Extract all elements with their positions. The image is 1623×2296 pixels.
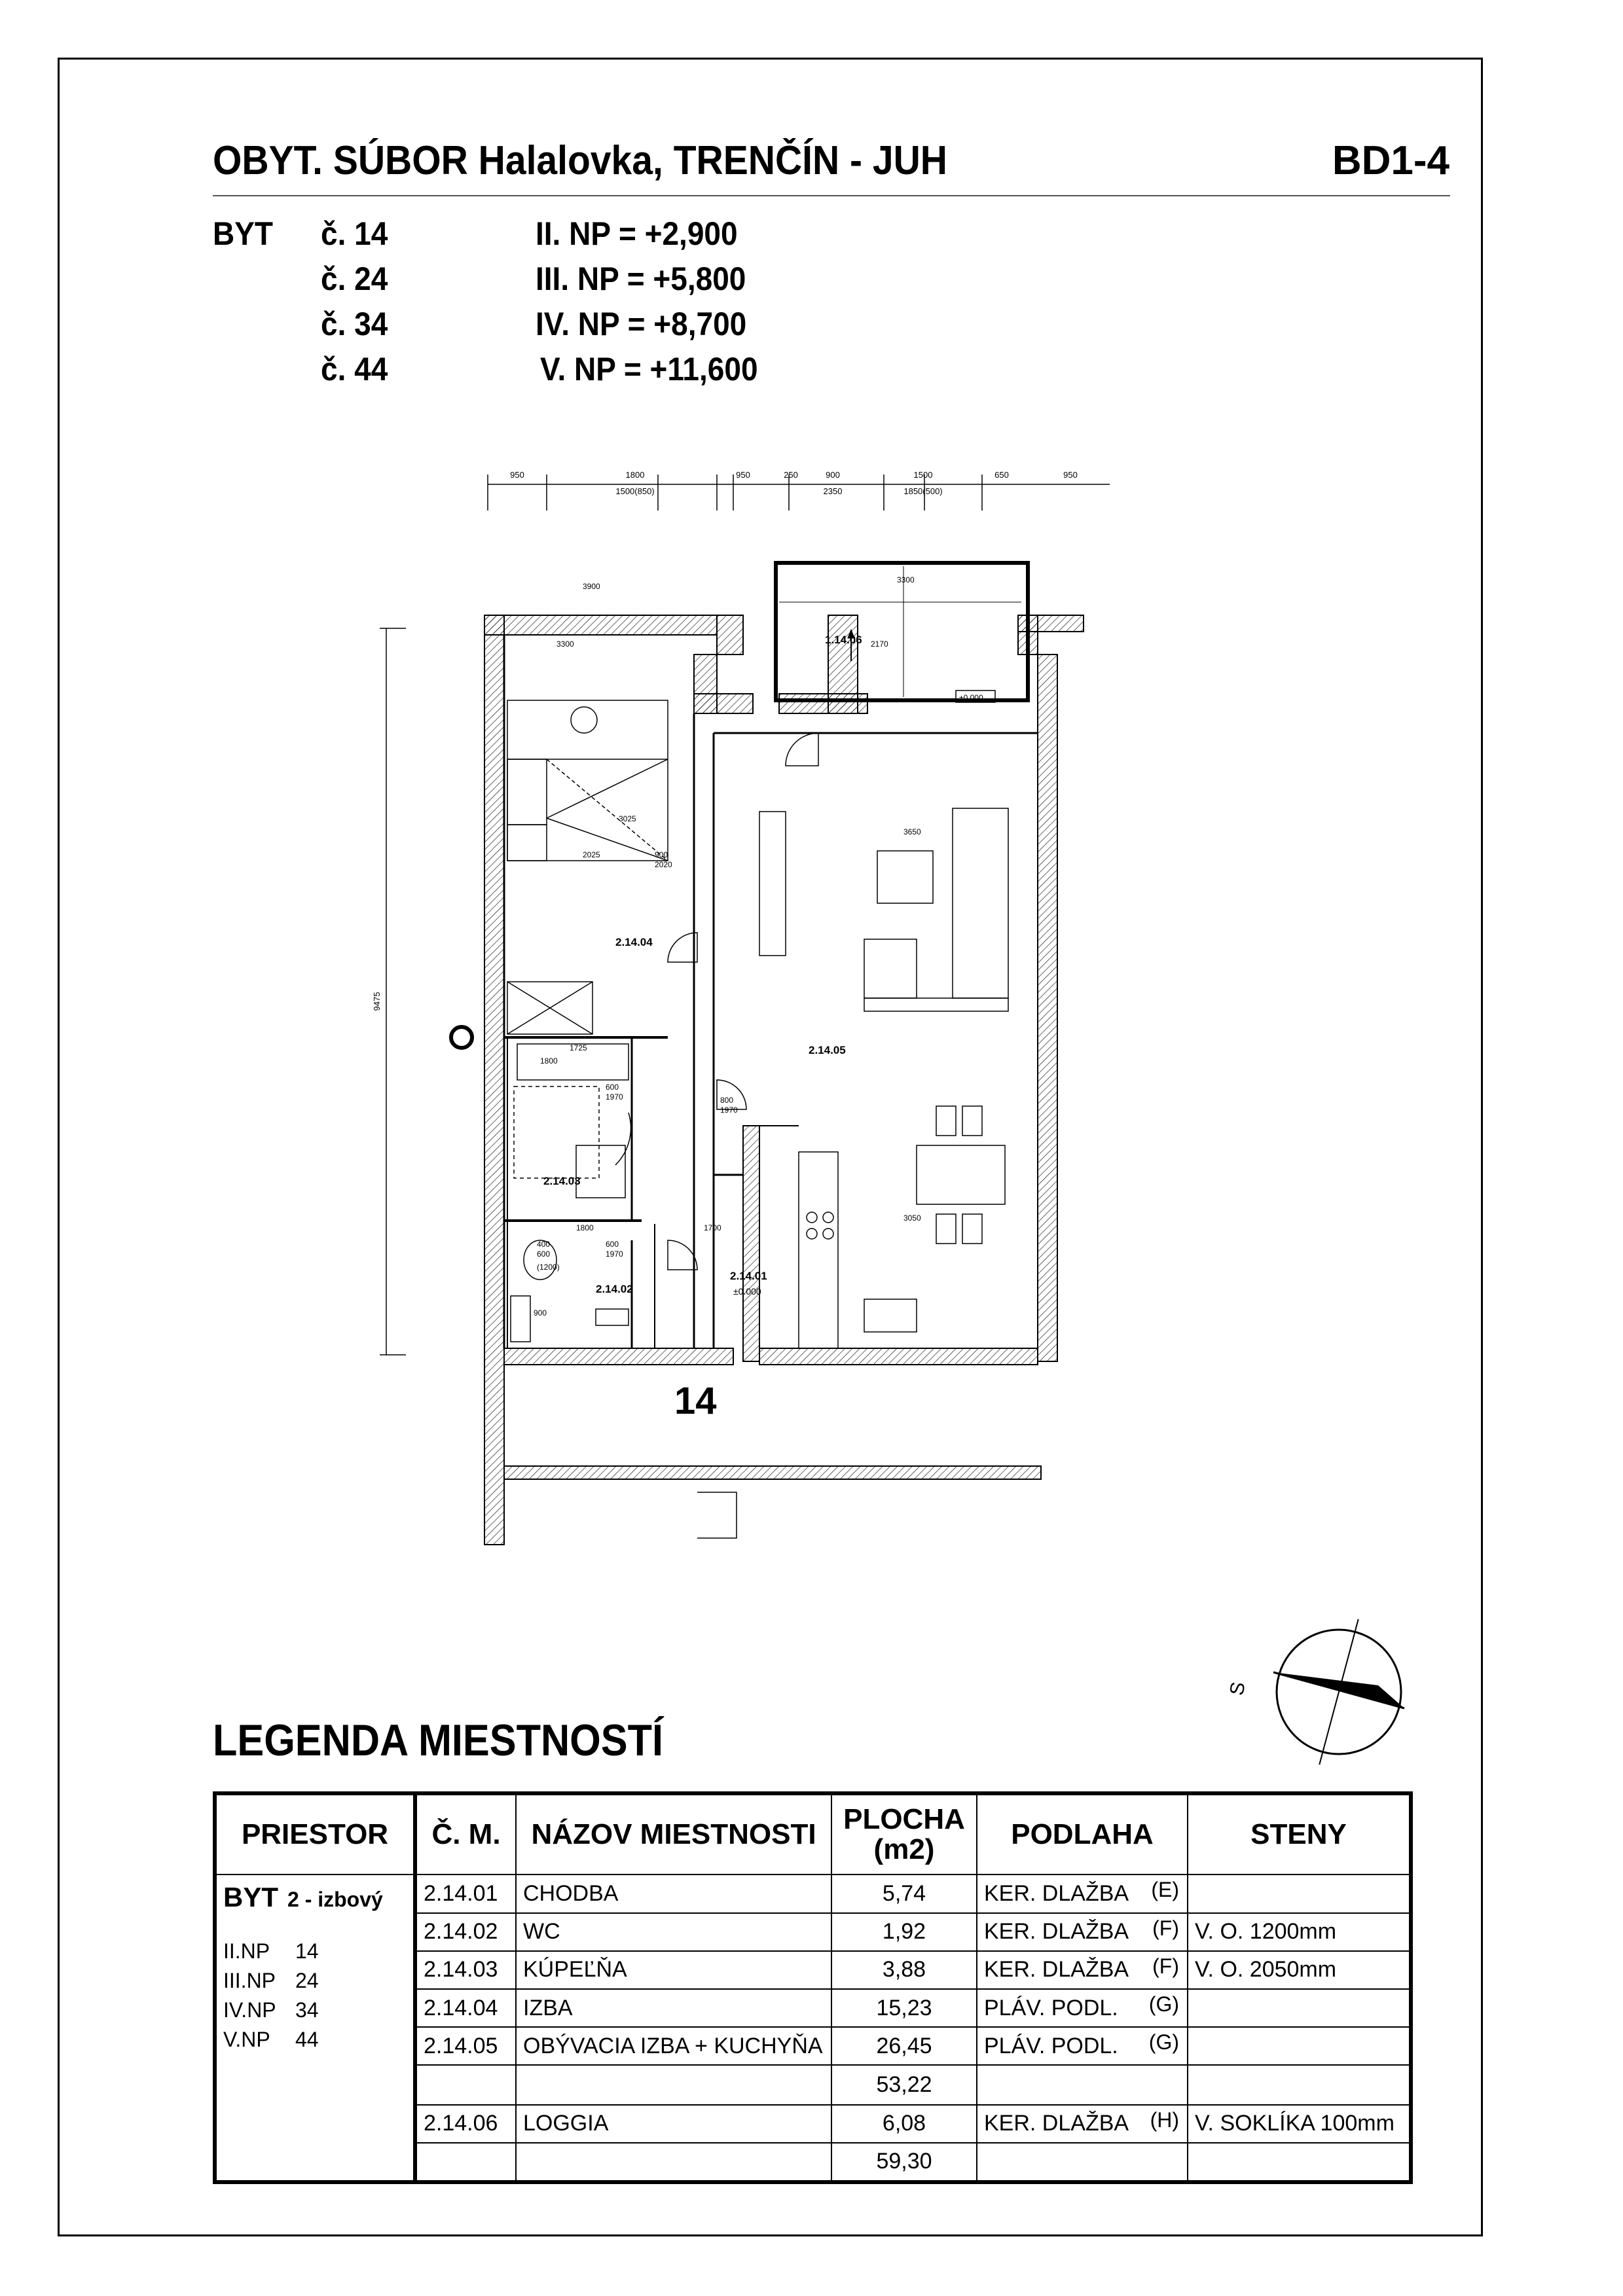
dim-label: 1700 (704, 1223, 721, 1232)
dim-label: 900 (534, 1308, 547, 1318)
dim-label: 3650 (903, 827, 921, 836)
floor-code: (F) (1152, 1954, 1179, 1978)
byt-cell (215, 1874, 415, 2182)
compass-label: S (1226, 1680, 1250, 1697)
floor-label: KER. DLAŽBA (984, 2111, 1129, 2136)
dim-label: 950 (510, 470, 524, 480)
room-area: 6,08 (831, 2105, 977, 2143)
floor-label: KER. DLAŽBA (984, 1919, 1129, 1945)
room-name: KÚPEĽŇA (516, 1951, 831, 1989)
col-header: PODLAHA (977, 1793, 1188, 1874)
room-name: OBÝVACIA IZBA + KUCHYŇA (516, 2027, 831, 2065)
living-room-furniture (759, 808, 1008, 1348)
dim-label: 1970 (606, 1249, 623, 1259)
room-area: 5,74 (831, 1874, 977, 1912)
dim-label: 3300 (897, 575, 915, 584)
room-label-2-14-04: 2.14.04 (615, 936, 653, 948)
unit-floor-1: II. NP = +2,900 (536, 215, 738, 252)
dim-label: 2350 (823, 486, 843, 496)
unit-floor-2: III. NP = +5,800 (536, 260, 746, 297)
dim-label: 950 (1063, 470, 1078, 480)
dim-label: 950 (736, 470, 750, 480)
unit-floor-4: V. NP = +11,600 (540, 351, 758, 387)
np-label: IV.NP (223, 1998, 276, 2022)
col-header: Č. M. (415, 1793, 516, 1874)
dim-label: 1970 (720, 1105, 738, 1115)
unit-number-1: č. 14 (321, 215, 388, 252)
np-number: 24 (295, 1969, 319, 1993)
room-label-1-14-06: 1.14.06 (825, 634, 862, 646)
dim-label: 600 (606, 1240, 619, 1249)
subtotal-area: 53,22 (831, 2065, 977, 2104)
room-number: 2.14.06 (415, 2105, 516, 2143)
dim-label: 3300 (556, 639, 574, 649)
dim-label: 1800 (576, 1223, 594, 1232)
room-label-2-14-03: 2.14.03 (543, 1175, 581, 1187)
room-walls: V. O. 1200mm (1188, 1913, 1411, 1951)
room-floor (977, 1989, 1188, 2027)
np-number: 34 (295, 1998, 319, 2022)
col-header: STENY (1188, 1793, 1411, 1874)
floor-plan (372, 458, 1126, 1558)
room-name: IZBA (516, 1989, 831, 2027)
room-walls: V. SOKLÍKA 100mm (1188, 2105, 1411, 2143)
legend-title: LEGENDA MIESTNOSTÍ (213, 1715, 663, 1765)
total-area: 59,30 (831, 2143, 977, 2182)
dim-label: 250 (784, 470, 798, 480)
dim-label: 1725 (570, 1043, 587, 1052)
floor-label: PLÁV. PODL. (984, 1995, 1118, 2020)
room-area: 15,23 (831, 1989, 977, 2027)
dim-label: 2025 (583, 850, 600, 859)
np-label: II.NP (223, 1939, 270, 1964)
room-number: 2.14.04 (415, 1989, 516, 2027)
floor-code: (G) (1148, 2030, 1179, 2054)
byt-type: 2 - izbový (287, 1888, 383, 1912)
project-title: OBYT. SÚBOR Halalovka, TRENČÍN - JUH (213, 138, 948, 183)
dim-label: 900 (655, 850, 668, 859)
dim-label: 1850(500) (903, 486, 943, 496)
bedroom-furniture (507, 700, 668, 1034)
room-area: 3,88 (831, 1951, 977, 1989)
room-floor (977, 1951, 1188, 1989)
np-label: V.NP (223, 2028, 270, 2052)
byt-label: BYT (213, 215, 273, 252)
dim-label: 650 (994, 470, 1009, 480)
room-number: 2.14.01 (415, 1874, 516, 1912)
room-floor (977, 1913, 1188, 1951)
room-walls (1188, 1874, 1411, 1912)
floor-code: (E) (1151, 1878, 1179, 1902)
room-number: 2.14.05 (415, 2027, 516, 2065)
north-arrow (1218, 1617, 1427, 1767)
byt-label: BYT (223, 1882, 278, 1913)
title-underline (213, 195, 1450, 196)
loggia-level: ±0.000 (959, 693, 983, 702)
dim-label: 2020 (655, 860, 672, 869)
unit-number-2: č. 24 (321, 260, 388, 297)
dim-label: 600 (606, 1083, 619, 1092)
interior-walls (504, 635, 1038, 1348)
col-header: PLOCHA (m2) (831, 1793, 977, 1874)
dim-label: 600 (537, 1249, 551, 1259)
col-header: NÁZOV MIESTNOSTI (516, 1793, 831, 1874)
room-floor (977, 1874, 1188, 1912)
floor-label: PLÁV. PODL. (984, 2033, 1118, 2058)
top-dimension-chain (488, 475, 1110, 511)
dim-label: (1200) (537, 1263, 560, 1272)
room-walls (1188, 1989, 1411, 2027)
col-header: PRIESTOR (215, 1793, 415, 1874)
dim-label: 9475 (372, 992, 382, 1011)
apartment-number: 14 (674, 1380, 717, 1422)
dim-label: 1500 (913, 470, 933, 480)
dim-label: 800 (720, 1096, 734, 1105)
room-walls: V. O. 2050mm (1188, 1951, 1411, 1989)
floor-code: (F) (1152, 1916, 1179, 1940)
dim-label: 3900 (583, 582, 600, 591)
room-name: WC (516, 1913, 831, 1951)
room-label-2-14-05: 2.14.05 (809, 1044, 846, 1056)
room-floor (977, 2105, 1188, 2143)
room-label-2-14-02: 2.14.02 (596, 1283, 633, 1295)
room-label-2-14-01: 2.14.01 (730, 1270, 767, 1282)
axis-marker (451, 1027, 472, 1048)
dim-label: 3025 (619, 814, 636, 823)
dim-label: 2170 (871, 639, 888, 649)
floor-code: (H) (1150, 2108, 1179, 2132)
dim-label: 1800 (625, 470, 645, 480)
unit-floor-3: IV. NP = +8,700 (536, 306, 747, 342)
floor-label: KER. DLAŽBA (984, 1881, 1129, 1906)
hall-level: ±0.000 (733, 1286, 761, 1297)
unit-number-3: č. 34 (321, 306, 388, 342)
dim-label: 1970 (606, 1092, 623, 1102)
room-name: LOGGIA (516, 2105, 831, 2143)
room-walls (1188, 2027, 1411, 2065)
dim-label: 400 (537, 1240, 551, 1249)
room-area: 26,45 (831, 2027, 977, 2065)
dim-label: 1800 (540, 1056, 558, 1066)
unit-number-4: č. 44 (321, 351, 388, 387)
dim-label: 3050 (903, 1213, 921, 1223)
room-name: CHODBA (516, 1874, 831, 1912)
room-floor (977, 2027, 1188, 2065)
dim-label: 900 (826, 470, 840, 480)
room-number: 2.14.03 (415, 1951, 516, 1989)
np-label: III.NP (223, 1969, 276, 1993)
room-area: 1,92 (831, 1913, 977, 1951)
building-code: BD1-4 (1332, 138, 1450, 183)
np-number: 44 (295, 2028, 319, 2052)
room-legend-table (213, 1791, 1413, 2184)
table-row (215, 1874, 1411, 1912)
floor-code: (G) (1148, 1992, 1179, 2016)
floor-label: KER. DLAŽBA (984, 1957, 1129, 1982)
room-number: 2.14.02 (415, 1913, 516, 1951)
np-number: 14 (295, 1939, 319, 1964)
dim-label: 1500(850) (615, 486, 655, 496)
